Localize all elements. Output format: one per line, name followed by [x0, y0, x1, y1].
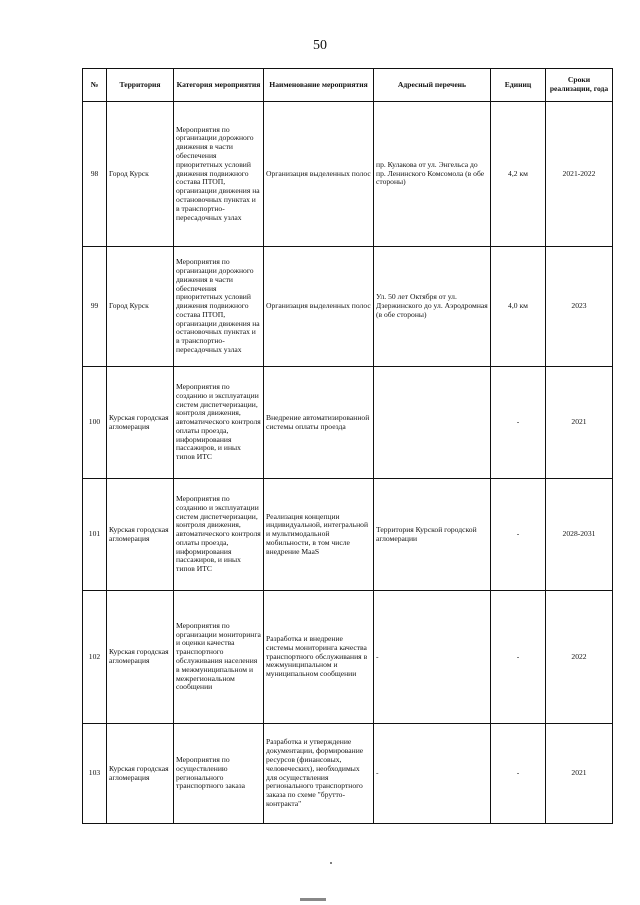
row-category: Мероприятия по созданию и эксплуатации систем диспетчеризации, контроля движения, автоматического контроля оплаты проезда, информирования пассажиров, и иных типов ИТС	[174, 479, 264, 591]
row-units: -	[491, 591, 546, 724]
row-territory: Курская городская агломерация	[107, 367, 174, 479]
row-territory: Курская городская агломерация	[107, 724, 174, 824]
row-units: -	[491, 479, 546, 591]
row-category: Мероприятия по осуществлению регионального транспортного заказа	[174, 724, 264, 824]
measures-table	[82, 68, 613, 824]
row-address: -	[374, 724, 491, 824]
row-address: -	[374, 591, 491, 724]
row-number: 102	[83, 591, 107, 724]
col-header-name: Наименование мероприятия	[264, 69, 374, 102]
row-units: -	[491, 724, 546, 824]
row-years: 2021	[546, 724, 613, 824]
col-header-years: Сроки реализации, года	[546, 69, 613, 102]
row-number: 103	[83, 724, 107, 824]
row-territory: Город Курск	[107, 102, 174, 247]
table-row	[83, 591, 613, 724]
table-row	[83, 247, 613, 367]
col-header-number: №	[83, 69, 107, 102]
table-row	[83, 102, 613, 247]
row-address: пр. Кулакова от ул. Энгельса до пр. Ленинского Комсомола (в обе стороны)	[374, 102, 491, 247]
page-number: 50	[313, 38, 327, 53]
row-territory: Курская городская агломерация	[107, 591, 174, 724]
col-header-address: Адресный перечень	[374, 69, 491, 102]
row-number: 101	[83, 479, 107, 591]
col-header-category: Категория мероприятия	[174, 69, 264, 102]
row-years: 2022	[546, 591, 613, 724]
row-years: 2028-2031	[546, 479, 613, 591]
row-measure-name: Разработка и утверждение документации, формирование ресурсов (финансовых, человеческих), необходимых для осуществления регионального транспортного заказа по схеме "брутто-контракта"	[264, 724, 374, 824]
table-row	[83, 479, 613, 591]
row-category: Мероприятия по организации дорожного движения в части обеспечения приоритетных условий движения подвижного состава ПТОП, организации движения на остановочных пунктах и в транспортно-пересадочных узлах	[174, 102, 264, 247]
table-row	[83, 367, 613, 479]
row-address: Территория Курской городской агломерации	[374, 479, 491, 591]
scan-speck	[330, 862, 332, 864]
row-measure-name: Организация выделенных полос	[264, 102, 374, 247]
row-measure-name: Реализация концепции индивидуальной, интегральной и мультимодальной мобильности, в том числе внедрение MaaS	[264, 479, 374, 591]
row-category: Мероприятия по созданию и эксплуатации систем диспетчеризации, контроля движения, автоматического контроля оплаты проезда, информирования пассажиров, и иных типов ИТС	[174, 367, 264, 479]
row-number: 100	[83, 367, 107, 479]
row-territory: Курская городская агломерация	[107, 479, 174, 591]
row-territory: Город Курск	[107, 247, 174, 367]
row-units: 4,2 км	[491, 102, 546, 247]
row-units: 4,0 км	[491, 247, 546, 367]
row-measure-name: Внедрение автоматизированной системы оплаты проезда	[264, 367, 374, 479]
row-category: Мероприятия по организации дорожного движения в части обеспечения приоритетных условий движения подвижного состава ПТОП, организации движения на остановочных пунктах и в транспортно-пересадочных узлах	[174, 247, 264, 367]
row-number: 98	[83, 102, 107, 247]
row-years: 2023	[546, 247, 613, 367]
col-header-territory: Территория	[107, 69, 174, 102]
row-measure-name: Разработка и внедрение системы мониторинга качества транспортного обслуживания в межмуниципальном и муниципальном сообщении	[264, 591, 374, 724]
row-measure-name: Организация выделенных полос	[264, 247, 374, 367]
table-row	[83, 724, 613, 824]
row-units: -	[491, 367, 546, 479]
scan-edge-mark	[300, 898, 326, 901]
row-years: 2021-2022	[546, 102, 613, 247]
row-address: Ул. 50 лет Октября от ул. Дзержинского до ул. Аэродромная (в обе стороны)	[374, 247, 491, 367]
row-category: Мероприятия по организации мониторинга и оценки качества транспортного обслуживания населения в межмуниципальном и межрегиональном сообщении	[174, 591, 264, 724]
col-header-units: Единиц	[491, 69, 546, 102]
row-years: 2021	[546, 367, 613, 479]
table-header-row	[83, 69, 613, 102]
row-number: 99	[83, 247, 107, 367]
row-address	[374, 367, 491, 479]
